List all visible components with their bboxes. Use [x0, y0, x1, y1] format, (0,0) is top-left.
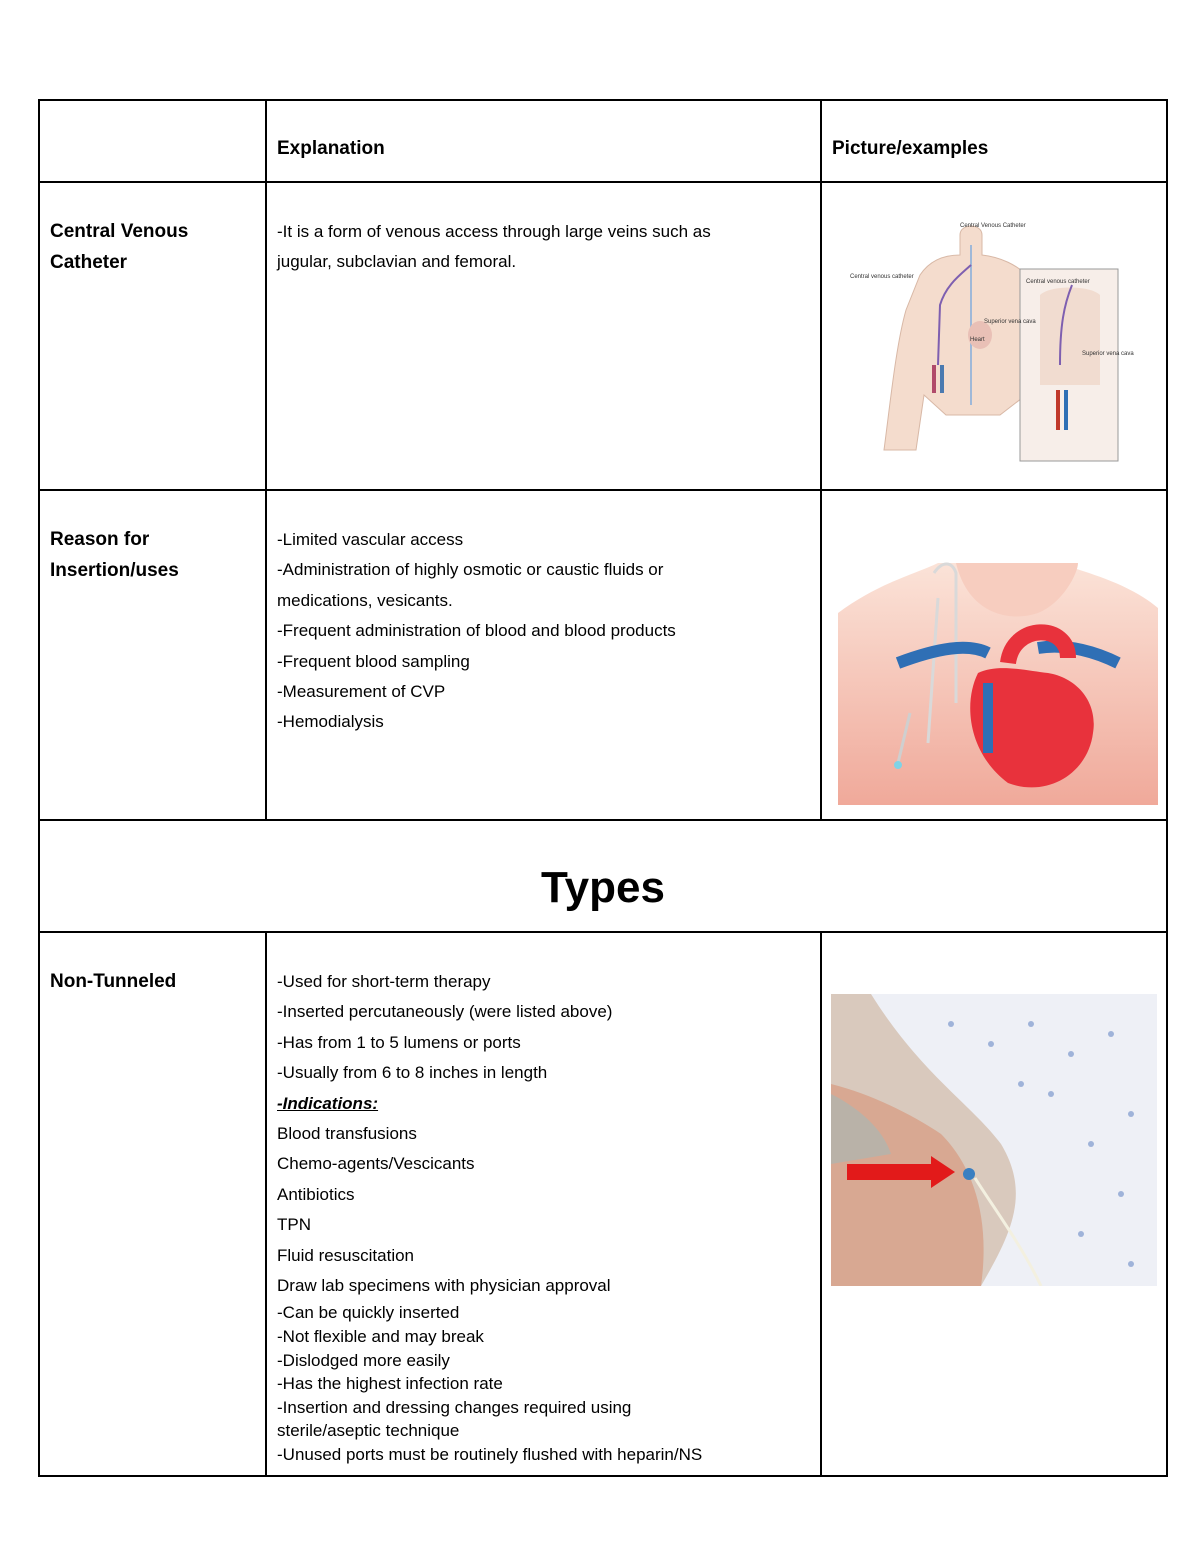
row-label-reason [40, 491, 265, 586]
picture-cell [821, 490, 1167, 820]
list-item: -Frequent blood sampling [277, 651, 470, 671]
note-item: sterile/aseptic technique [277, 1421, 460, 1441]
central-venous-catheter-diagram [850, 215, 1150, 481]
diagram-label: Central venous catheter [850, 274, 914, 280]
picture-cell [821, 182, 1167, 490]
catheter-port [932, 365, 936, 393]
header-picture-examples: Picture/examples [832, 138, 989, 159]
list-item: -Hemodialysis [277, 712, 384, 732]
row-label-cell [39, 490, 266, 820]
indication-item: Fluid resuscitation [277, 1245, 415, 1265]
inset-port [1064, 390, 1068, 430]
row-label-line: Reason for [50, 529, 150, 550]
diagram-title: Central Venous Catheter [960, 223, 1026, 229]
list-item: -Frequent administration of blood and blood products [277, 621, 676, 641]
reason-list [267, 491, 820, 738]
explanation-line: -It is a form of venous access through large veins such as [277, 222, 711, 241]
indications-heading: -Indications: [277, 1093, 379, 1113]
diagram-label: Heart [970, 337, 985, 343]
list-item: -Used for short-term therapy [277, 972, 491, 991]
header-explanation-cell [266, 100, 821, 182]
indication-item: Draw lab specimens with physician approval [277, 1276, 611, 1296]
note-item: -Dislodged more easily [277, 1350, 450, 1370]
header-col1 [40, 101, 265, 138]
row-label-line: Insertion/uses [50, 560, 179, 581]
table-header-row [39, 100, 1167, 182]
list-item: medications, vesicants. [277, 590, 453, 610]
indication-item: Antibiotics [277, 1184, 355, 1204]
nontunneled-list [267, 933, 820, 1467]
note-item: -Unused ports must be routinely flushed with heparin/NS [277, 1445, 703, 1465]
diagram-label: Superior vena cava [984, 319, 1036, 325]
inset-port [1056, 390, 1060, 430]
row-label-cvc [40, 183, 265, 278]
row-label-line: Catheter [50, 252, 128, 273]
row-label-nontunneled: Non-Tunneled [50, 971, 177, 992]
table-row-reason [39, 490, 1167, 820]
list-item: -Administration of highly osmotic or caustic fluids or [277, 560, 664, 580]
list-item: -Measurement of CVP [277, 682, 446, 702]
catheter-port [940, 365, 944, 393]
row-label-cell [39, 182, 266, 490]
header-explanation: Explanation [277, 138, 385, 159]
list-item: -Usually from 6 to 8 inches in length [277, 1063, 548, 1083]
note-item: -Insertion and dressing changes required using [277, 1397, 632, 1417]
catheter-site [963, 1168, 975, 1180]
types-heading: Types [541, 863, 665, 912]
notes-list [277, 1301, 810, 1466]
explanation-cell [266, 932, 821, 1476]
list-item: -Inserted percutaneously (were listed above) [277, 1002, 613, 1022]
list-item: -Limited vascular access [277, 530, 464, 549]
heart-catheter-illustration [838, 553, 1158, 805]
picture-cell [821, 932, 1167, 1476]
table-row-cvc [39, 182, 1167, 490]
indication-item: TPN [277, 1215, 311, 1235]
note-item: -Can be quickly inserted [277, 1303, 460, 1323]
diagram-label: Superior vena cava [1082, 351, 1134, 357]
indication-item: Blood transfusions [277, 1124, 417, 1144]
explanation-cell [266, 182, 821, 490]
row-label-cell [39, 932, 266, 1476]
explanation-line: jugular, subclavian and femoral. [277, 252, 517, 272]
types-heading-cell [39, 820, 1167, 932]
header-picture-cell [821, 100, 1167, 182]
table-row-types [39, 820, 1167, 932]
note-item: -Has the highest infection rate [277, 1374, 503, 1394]
explanation-cell [266, 490, 821, 820]
diagram-label: Central venous catheter [1026, 279, 1090, 285]
header-empty-cell [39, 100, 266, 182]
catheter-hub [894, 761, 902, 769]
note-item: -Not flexible and may break [277, 1327, 484, 1347]
indication-item: Chemo-agents/Vescicants [277, 1154, 475, 1174]
inset-torso [1040, 288, 1100, 386]
row-label-line: Central Venous [50, 221, 189, 242]
table-row-nontunneled [39, 932, 1167, 1476]
patient-catheter-photo [831, 994, 1157, 1286]
list-item: -Has from 1 to 5 lumens or ports [277, 1032, 521, 1052]
heart-shape [968, 321, 992, 349]
cvc-explanation [267, 183, 820, 278]
cvc-table [38, 99, 1168, 1477]
